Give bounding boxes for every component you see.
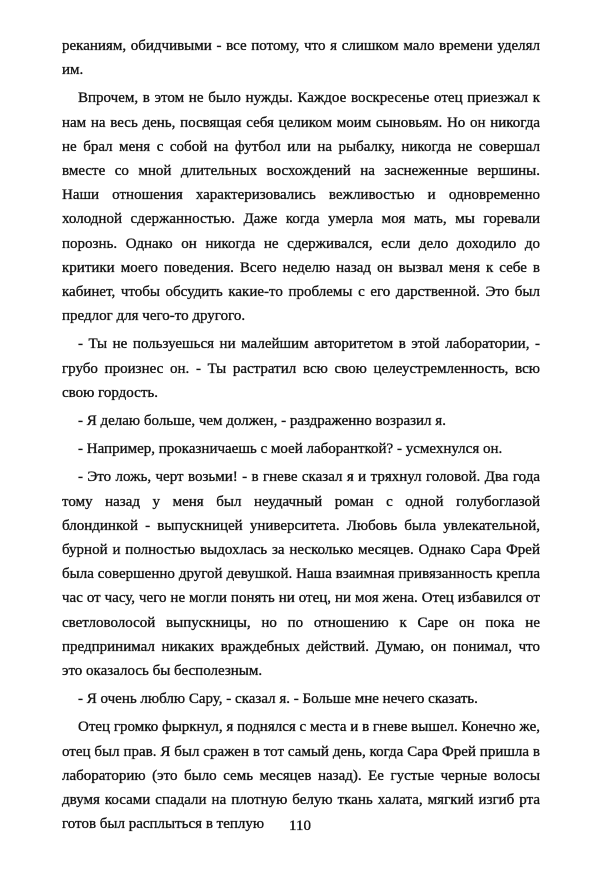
body-text <box>62 34 540 841</box>
paragraph-continuation: реканиям, обидчивыми - все потому, что я слишком мало времени уделял им. <box>62 38 540 79</box>
paragraph-dialogue: - Я очень люблю Сару, - сказал я. - Больше мне нечего сказать. <box>78 691 478 708</box>
paragraph-dialogue: - Ты не пользуешься ни малейшим авторитетом в этой лаборатории, - грубо произнес он. - Ты растратил всю свою целеустремленность, всю свою гордость. <box>62 336 540 401</box>
paragraph-dialogue: - Это ложь, черт возьми! - в гневе сказал я и тряхнул головой. Два года тому назад у меня был неудачный роман с одной голубоглазой блондинкой - выпускницей университета. Любовь была увлекательной, бурной и полностью выдохлась за несколько месяцев. Однако Сара Фрей была совершенно другой девушкой. Наша взаимная привязанность крепла час от часу, чего не могли понять ни отец, ни моя жена. Отец избавился от светловолосой выпускницы, но по отношению к Саре он пока не предпринимал никаких враждебных действий. Думаю, он понимал, что это оказалось бы бесполезным. <box>62 469 540 680</box>
paragraph-dialogue: - Например, проказничаешь с моей лаборанткой? - усмехнулся он. <box>78 441 503 458</box>
paragraph: Впрочем, в этом не было нужды. Каждое воскресенье отец приезжал к нам на весь день, посвящая себя целиком моим сыновьям. Но он никогда не брал меня с собой на футбол или на рыбалку, никогда не совершал вместе со мной длительных восхождений на заснеженные вершины. Наши отношения характеризовались вежливостью и одновременно холодной сдержанностью. Даже когда умерла моя мать, мы горевали порознь. Однако он никогда не сдерживался, если дело доходило до критики моего поведения. Всего неделю назад он вызвал меня к себе в кабинет, чтобы обсудить какие-то проблемы с его дарственной. Это был предлог для чего-то другого. <box>62 90 540 325</box>
page-number: 110 <box>289 818 311 834</box>
paragraph: Отец громко фыркнул, я поднялся с места и в гневе вышел. Конечно же, отец был прав. Я был сражен в тот самый день, когда Сара Фрей пришла в лабораторию (это было семь месяцев назад). Ее густые черные волосы двумя косами спадали на плотную белую ткань халата, мягкий изгиб рта готов был расплыться в теплую <box>62 719 540 833</box>
paragraph-dialogue: - Я делаю больше, чем должен, - раздраженно возразил я. <box>78 413 446 430</box>
